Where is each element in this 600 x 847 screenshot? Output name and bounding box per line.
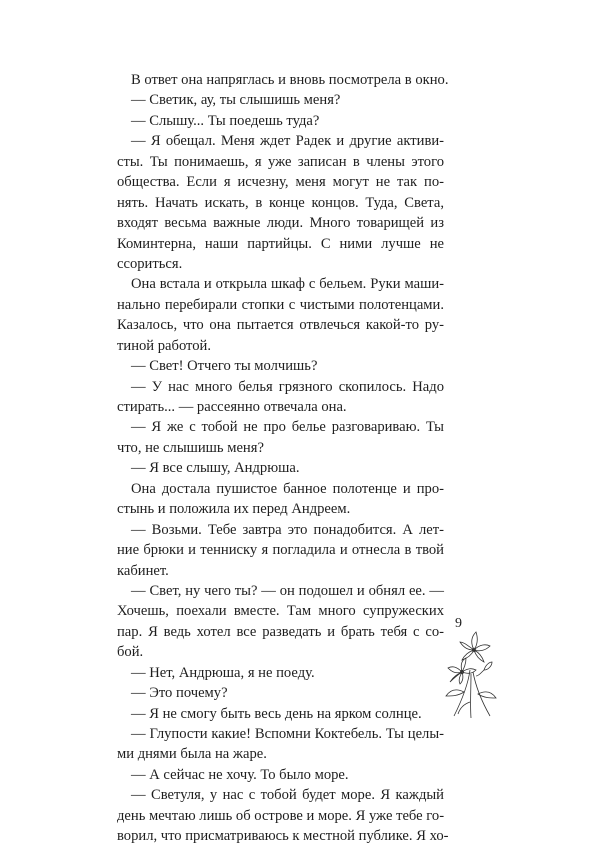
text-line: общества. Если я исчезну, меня могут не так по- [117,174,444,191]
text-line: — Глупости какие! Вспомни Коктебель. Ты целы- [131,726,444,742]
text-line: — Слышу... Ты поедешь туда? [131,112,320,129]
text-line: — У нас много белья грязного скопилось. Надо [131,378,444,395]
text-line: Она встала и открыла шкаф с бельем. Руки маши- [131,276,444,293]
text-line: — Это почему? [131,685,228,702]
text-line: ми днями была на жаре. [117,746,267,763]
text-line: Коминтерна, наши партийцы. С ними лучше не [117,235,444,252]
text-line: день мечтаю лишь об острове и море. Я уже тебе го- [117,807,445,824]
text-line: нально перебирали стопки с чистыми полотенцами. [117,296,444,313]
text-line: — Свет! Отчего ты молчишь? [131,358,318,375]
body-text [117,70,449,847]
text-line: нять. Начать искать, в конце концов. Туда, Света, [117,194,444,211]
text-line: стирать... — рассеянно отвечала она. [117,399,347,415]
text-line: пар. Я ведь хотел все разведать и брать тебя с со- [117,623,444,640]
text-line: ссориться. [117,255,183,272]
text-line: — А сейчас не хочу. То было море. [131,766,349,783]
text-line: — Светуля, у нас с тобой будет море. Я каждый [131,787,444,804]
text-line: входят весьма важные люди. Много товарищей из [117,215,444,232]
text-line: — Я не смогу быть весь день на ярком солнце. [131,705,422,722]
text-line: что, не слышишь меня? [117,439,264,456]
text-line: — Я все слышу, Андрюша. [131,460,300,477]
text-line: бой. [117,644,144,661]
text-line: ворил, что присматриваюсь к местной публике. Я хо- [117,828,449,845]
text-line: — Я обещал. Меня ждет Радек и другие активи- [131,133,444,150]
flower-ornament-icon [440,630,500,720]
text-line: стынь и положила их перед Андреем. [117,501,351,518]
text-line: — Нет, Андрюша, я не поеду. [131,664,315,681]
text-line: Она достала пушистое банное полотенце и про- [131,480,444,497]
text-line: Хочешь, поехали вместе. Там много супружеских [117,603,444,620]
text-line: В ответ она напряглась и вновь посмотрела в окно. [131,72,449,88]
text-line: — Свет, ну чего ты? — он подошел и обнял ее. — [131,582,444,599]
text-line: кабинет. [117,562,169,579]
text-line: — Возьми. Тебе завтра это понадобится. А лет- [131,521,444,538]
text-line: ние брюки и тенниску я погладила и отнесла в твой [117,542,444,559]
text-line: — Светик, ау, ты слышишь меня? [131,92,341,109]
text-line: — Я же с тобой не про белье разговариваю. Ты [131,419,444,436]
page-number: 9 [455,616,462,631]
text-line: Казалось, что она пытается отвлечься какой-то ру- [117,317,444,334]
text-line: тиной работой. [117,337,211,354]
text-line: сты. Ты понимаешь, я уже записан в члены этого [117,153,444,170]
